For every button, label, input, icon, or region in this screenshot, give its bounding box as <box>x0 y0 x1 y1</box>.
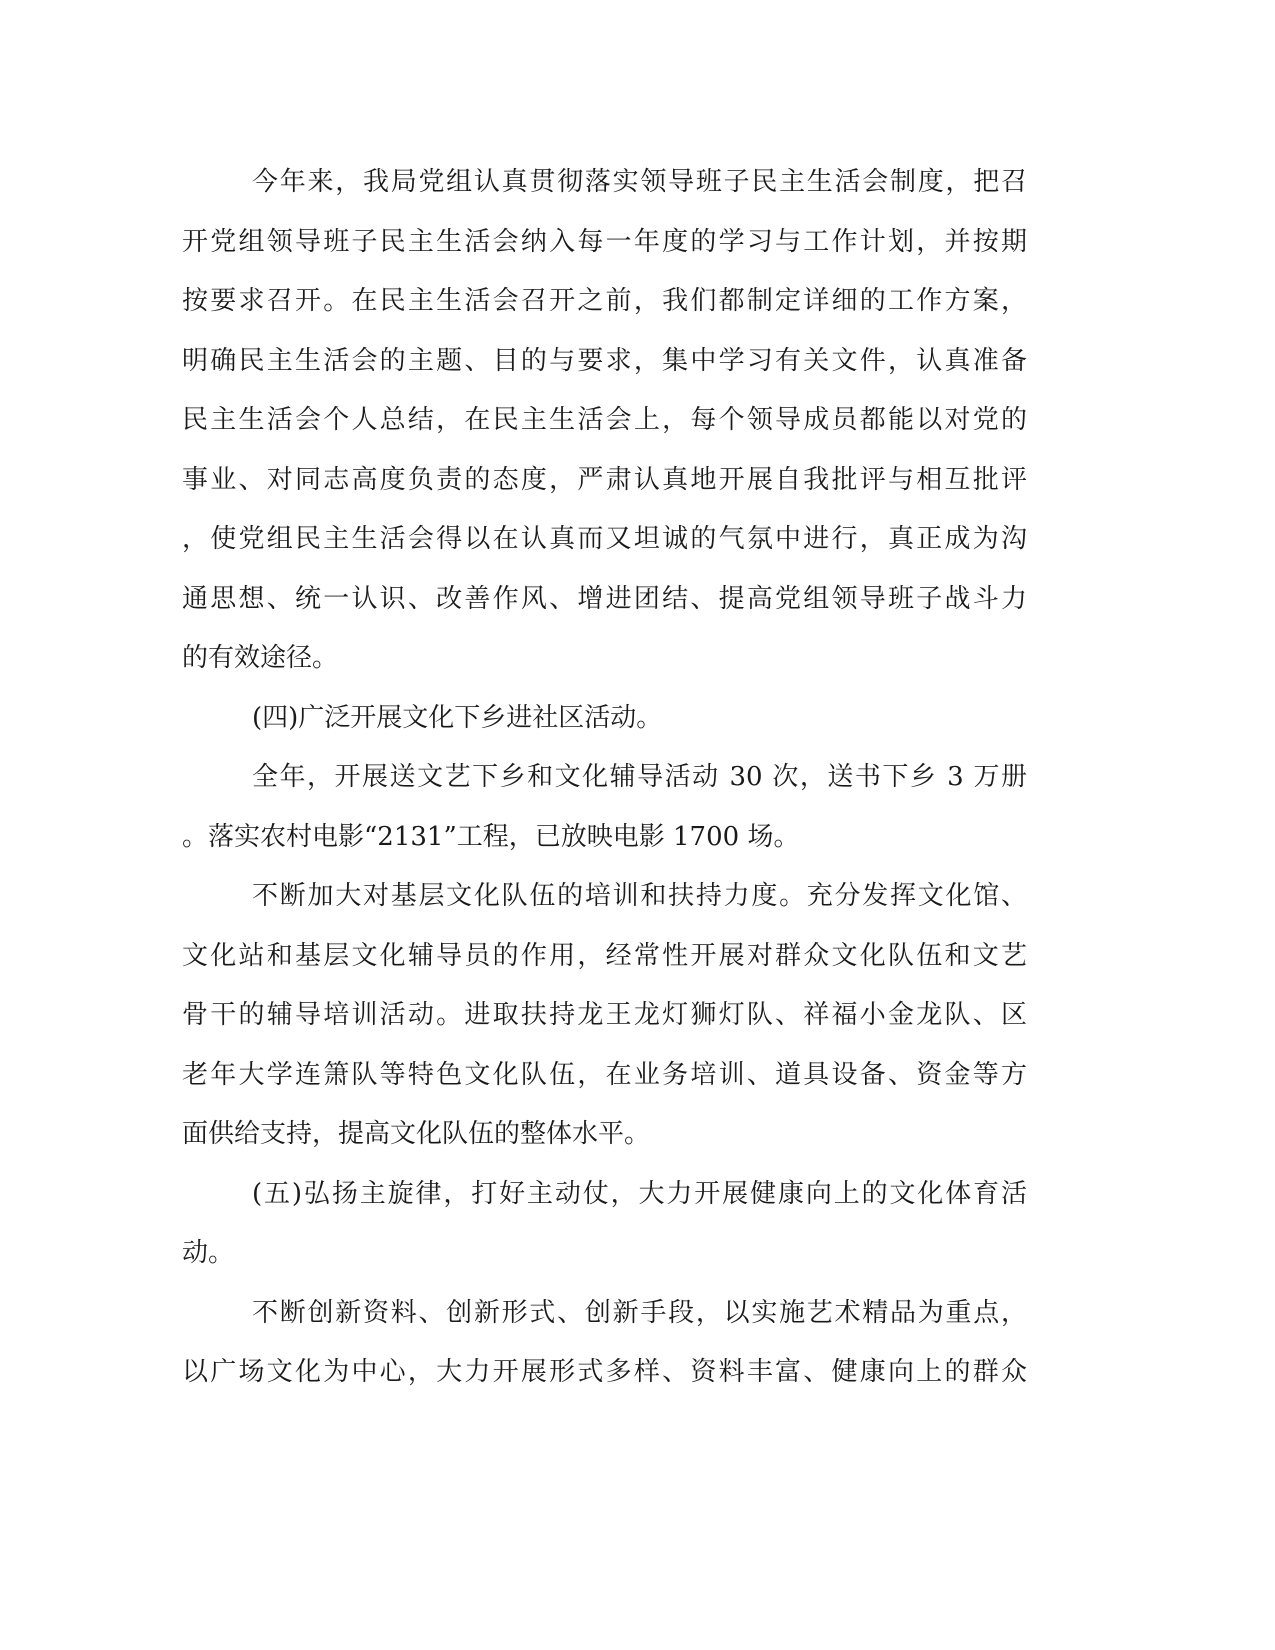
text-line: 开党组领导班子民主生活会纳入每一年度的学习与工作计划，并按期 <box>182 226 1027 257</box>
text-line: 。落实农村电影“2131”工程，已放映电影 1700 场。 <box>182 821 800 852</box>
text-line: 不断创新资料、创新形式、创新手段，以实施艺术精品为重点， <box>252 1297 1027 1328</box>
text-line: 面供给支持，提高文化队伍的整体水平。 <box>182 1119 651 1149</box>
text-line: 按要求召开。在民主生活会召开之前，我们都制定详细的工作方案， <box>182 286 1027 316</box>
section-heading: (五)弘扬主旋律，打好主动仗，大力开展健康向上的文化体育活 <box>252 1178 1027 1209</box>
text-line: 以广场文化为中心，大力开展形式多样、资料丰富、健康向上的群众 <box>182 1357 1027 1387</box>
section-heading: (四)广泛开展文化下乡进社区活动。 <box>252 702 663 733</box>
text-line: 通思想、统一认识、改善作风、增进团结、提高党组领导班子战斗力 <box>182 583 1027 614</box>
text-line: 全年，开展送文艺下乡和文化辅导活动 30 次，送书下乡 3 万册 <box>252 762 1027 792</box>
text-line: 老年大学连箫队等特色文化队伍，在业务培训、道具设备、资金等方 <box>182 1059 1027 1090</box>
text-line: 明确民主生活会的主题、目的与要求，集中学习有关文件，认真准备 <box>182 345 1027 376</box>
text-line: 今年来，我局党组认真贯彻落实领导班子民主生活会制度，把召 <box>252 167 1027 197</box>
text-line: 事业、对同志高度负责的态度，严肃认真地开展自我批评与相互批评 <box>182 464 1027 495</box>
text-line: 骨干的辅导培训活动。进取扶持龙王龙灯狮灯队、祥福小金龙队、区 <box>182 1000 1027 1030</box>
text-line: 文化站和基层文化辅导员的作用，经常性开展对群众文化队伍和文艺 <box>182 940 1027 971</box>
text-line: 民主生活会个人总结，在民主生活会上，每个领导成员都能以对党的 <box>182 405 1027 435</box>
text-line: 的有效途径。 <box>182 643 339 673</box>
document-body <box>182 153 1027 1403</box>
text-line: 动。 <box>182 1238 235 1268</box>
text-line: 不断加大对基层文化队伍的培训和扶持力度。充分发挥文化馆、 <box>252 881 1027 911</box>
text-line: ，使党组民主生活会得以在认真而又坦诚的气氛中进行，真正成为沟 <box>182 524 1027 554</box>
